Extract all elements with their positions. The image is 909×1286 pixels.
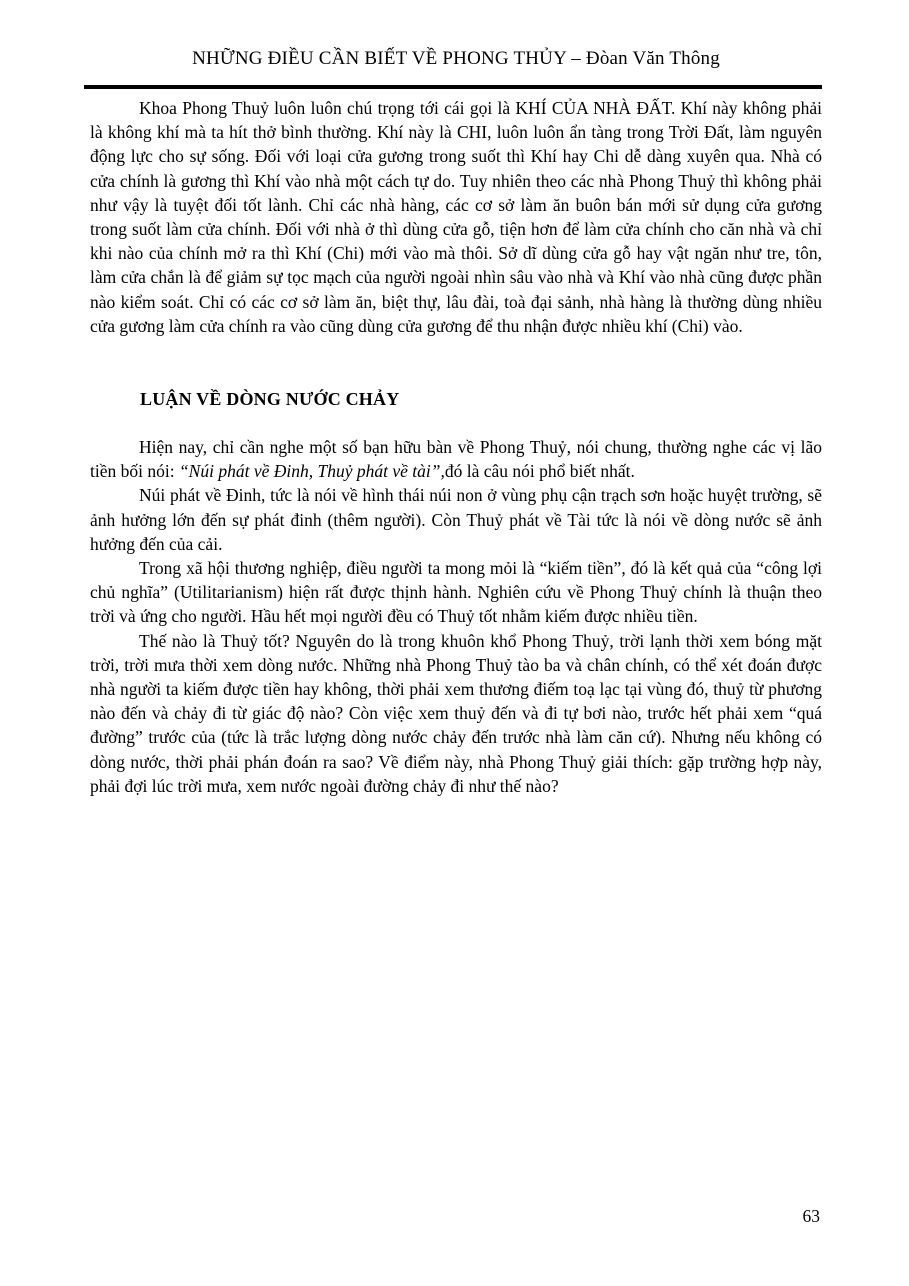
paragraph-the-nao-la-thuy-tot: Thế nào là Thuỷ tốt? Nguyên do là trong khuôn khổ Phong Thuỷ, trời lạnh thời xem bóng mặt trời, trời mưa thời xem dòng nước. Những nhà Phong Thuỷ tào ba và chân chính, có thể xét đoán được nhà người ta kiếm được tiền hay không, thời phải xem thương điếm toạ lạc tại vùng đó, thuỷ từ phương nào đến và chảy đi từ giác độ nào? Còn việc xem thuỷ đến và đi tự bơi nào, trước hết phải xem “quá đường” trước của (tức là trắc lượng dòng nước chảy đến trước nhà làm căn cứ). Nhưng nếu không có dòng nước, thời phải phán đoán ra sao? Về điểm này, nhà Phong Thuỷ giải thích: gặp trường hợp này, phải đợi lúc trời mưa, xem nước ngoài đường chảy đi như thế nào?	[90, 630, 822, 796]
paragraph-trong-xa-hoi: Trong xã hội thương nghiệp, điều người ta mong mỏi là “kiếm tiền”, đó là kết quả của “công lợi chủ nghĩa” (Utilitarianism) hiện rất được thịnh hành. Nghiên cứu về Phong Thuỷ chính là thuận theo trời và ứng cho người. Hầu hết mọi người đều có Thuỷ tốt nhằm kiếm được nhiều tiền.	[90, 558, 822, 627]
paragraph-khi-cua-nha-dat: Khoa Phong Thuỷ luôn luôn chú trọng tới cái gọi là KHÍ CỦA NHÀ ĐẤT. Khí này không phải là không khí mà ta hít thở bình thường. Khí này là CHI, luôn luôn ẩn tàng trong Trời Đất, làm nguyên động lực cho sự sống. Đối với loại cửa gương trong suốt thì Khí hay Chi dễ dàng xuyên qua. Nhà có cửa chính là gương thì Khí vào nhà một cách tự do. Tuy nhiên theo các nhà Phong Thuỷ thì không phải như vậy là tuyệt đối tốt lành. Chỉ các nhà hàng, các cơ sở làm ăn buôn bán mới sử dụng cửa gương trong suốt làm cửa chính. Đối với nhà ở thì dùng cửa gỗ, tiện hơn để làm cửa chính cho căn nhà và chỉ khi nào của chính mở ra thì Khí (Chi) mới vào mà thôi. Sở dĩ dùng cửa gỗ hay vật ngăn như tre, tôn, làm cửa chắn là để giảm sự tọc mạch của người ngoài nhìn sâu vào nhà và Khí vào nhà cũng được phần nào kiểm soát. Chỉ có các cơ sở làm ăn, biệt thự, lâu đài, toà đại sảnh, nhà hàng là thường dùng nhiều cửa gương làm cửa chính ra vào cũng dùng cửa gương để thu nhận được nhiều khí (Chi) vào.	[90, 98, 822, 336]
quoted-saying-italic: “Núi phát về Đinh, Thuỷ phát về tài”,	[178, 461, 445, 482]
document-header-title: NHỮNG ĐIỀU CẦN BIẾT VỀ PHONG THỦY – Đòan Văn Thông	[192, 48, 720, 69]
paragraph-hien-nay	[90, 435, 822, 483]
document-body	[90, 96, 822, 798]
paragraph-hien-nay-tail: đó là câu nói phổ biết nhất.	[444, 461, 635, 482]
header-rule	[84, 85, 822, 89]
paragraph-nui-phat-ve-dinh: Núi phát về Đinh, tức là nói về hình thái núi non ở vùng phụ cận trạch sơn hoặc huyệt trường, sẽ ảnh hưởng lớn đến sự phát đinh (thêm người). Còn Thuỷ phát về Tài tức là nói về dòng nước sẽ ảnh hưởng đến của cải.	[90, 485, 822, 554]
page-number: 63	[802, 1206, 820, 1226]
section-heading-luan-ve-dong-nuoc-chay: LUẬN VỀ DÒNG NƯỚC CHẢY	[140, 389, 400, 410]
document-header	[90, 46, 822, 89]
paragraph-hien-nay-lead: Hiện nay, chỉ cần nghe một số bạn hữu bàn về Phong Thuỷ, nói chung, thường nghe các vị lão tiền bối nói:	[90, 437, 822, 482]
